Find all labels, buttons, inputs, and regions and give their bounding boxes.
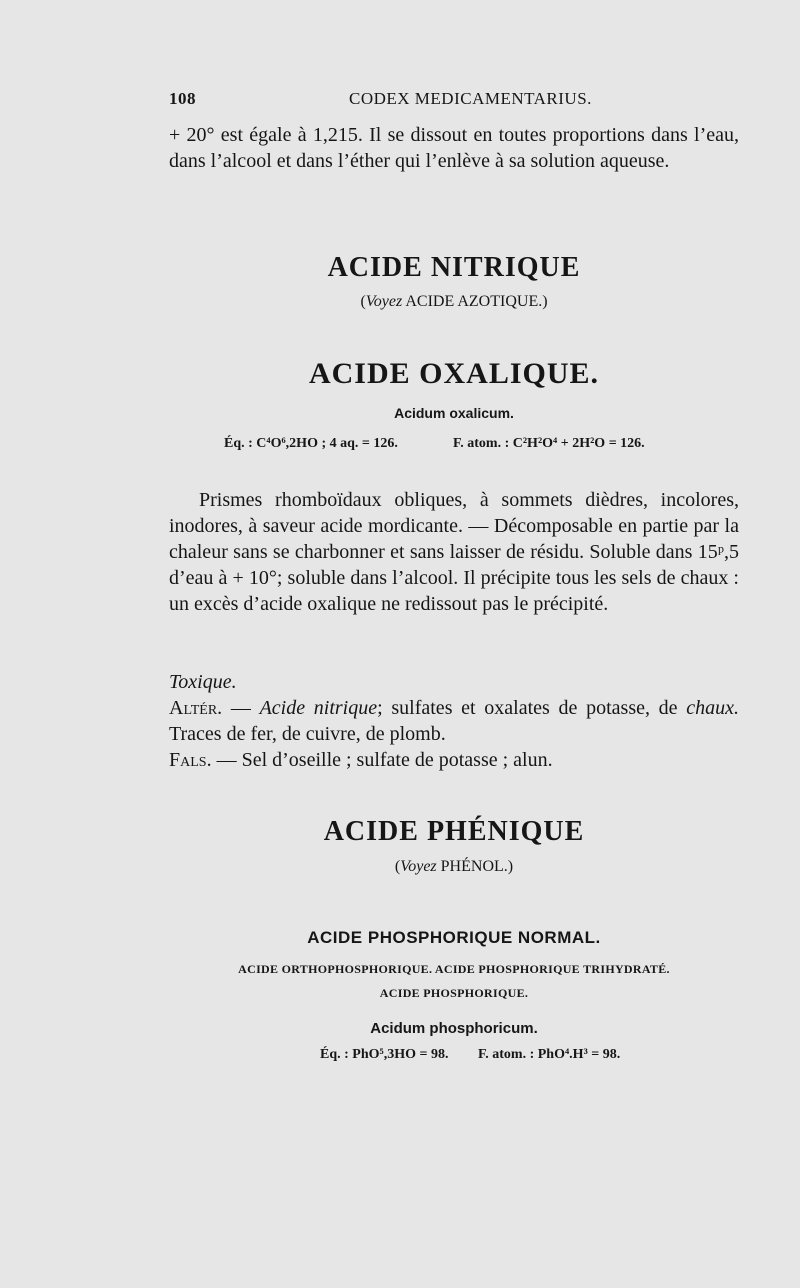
alter-label: Altér. <box>169 697 223 719</box>
nitrique-cross-reference: (Voyez ACIDE AZOTIQUE.) <box>360 293 548 310</box>
fals-text: — Sel d’oseille ; sulfate de potasse ; alun. <box>216 749 553 771</box>
page-number: 108 <box>169 89 196 108</box>
phenique-ref: PHÉNOL.) <box>440 858 514 875</box>
voyez-label: Voyez <box>365 293 403 310</box>
phosphorique-atomic-formula: F. atom. : PhO⁴.H³ = 98. <box>478 1047 621 1062</box>
nitrique-ref: ACIDE AZOTIQUE.) <box>405 293 548 310</box>
toxique-note <box>169 669 739 695</box>
phosphorique-latin-name: Acidum phosphoricum. <box>370 1020 538 1037</box>
falsifications-paragraph <box>169 747 739 773</box>
alter-text-1: ; sulfates et oxalates de potasse, de <box>377 697 678 719</box>
phosphorique-equivalent-formula: Éq. : PhO⁵,3HO = 98. <box>320 1047 449 1062</box>
alter-text-2: Traces de fer, de cuivre, de plomb. <box>169 723 446 745</box>
alterations-paragraph: Altér. — Acide nitrique; sulfates et oxalates de potasse, de chaux. Traces de fer, de cuivre, de plomb. <box>169 697 740 745</box>
phenique-cross-reference: (Voyez PHÉNOL.) <box>394 858 514 875</box>
heading-acide-phosphorique: ACIDE PHOSPHORIQUE NORMAL. <box>307 928 601 947</box>
oxalique-latin-name: Acidum oxalicum. <box>394 405 514 421</box>
toxique-label: Toxique. <box>169 671 237 693</box>
oxalique-equivalent-formula: Éq. : C⁴O⁶,2HO ; 4 aq. = 126. <box>224 436 398 451</box>
alter-italic-1: Acide nitrique <box>259 697 378 719</box>
phosphorique-synonyms-2: ACIDE PHOSPHORIQUE. <box>379 986 529 1000</box>
running-header <box>169 89 729 117</box>
voyez-label: Voyez <box>400 858 437 875</box>
oxalique-atomic-formula: F. atom. : C²H²O⁴ + 2H²O = 126. <box>453 436 645 451</box>
oxalique-description: Prismes rhomboïdaux obliques, à sommets dièdres, incolores, inodores, à saveur acide mordicante. — Décomposable en partie par la chaleur sans se charbonner et sans laisser de résidu. Soluble dans 15ᵖ,5 d’eau à + 10°; soluble dans l’alcool. Il précipite tous les sels de chaux : un excès d’acide oxalique ne redissout pas le précipité. <box>169 489 739 615</box>
intro-paragraph: + 20° est égale à 1,215. Il se dissout en toutes proportions dans l’eau, dans l’alcool et dans l’éther qui l’enlève à sa solution aqueuse. <box>169 124 739 172</box>
fals-label: Fals. <box>169 749 212 771</box>
phosphorique-synonyms-1: ACIDE ORTHOPHOSPHORIQUE. ACIDE PHOSPHORIQUE TRIHYDRATÉ. <box>238 962 670 976</box>
heading-acide-nitrique: ACIDE NITRIQUE <box>327 252 581 283</box>
alter-italic-2: chaux. <box>686 697 740 719</box>
heading-acide-oxalique: ACIDE OXALIQUE. <box>308 357 600 390</box>
running-title: CODEX MEDICAMENTARIUS. <box>349 89 592 108</box>
heading-acide-phenique: ACIDE PHÉNIQUE <box>323 816 585 847</box>
